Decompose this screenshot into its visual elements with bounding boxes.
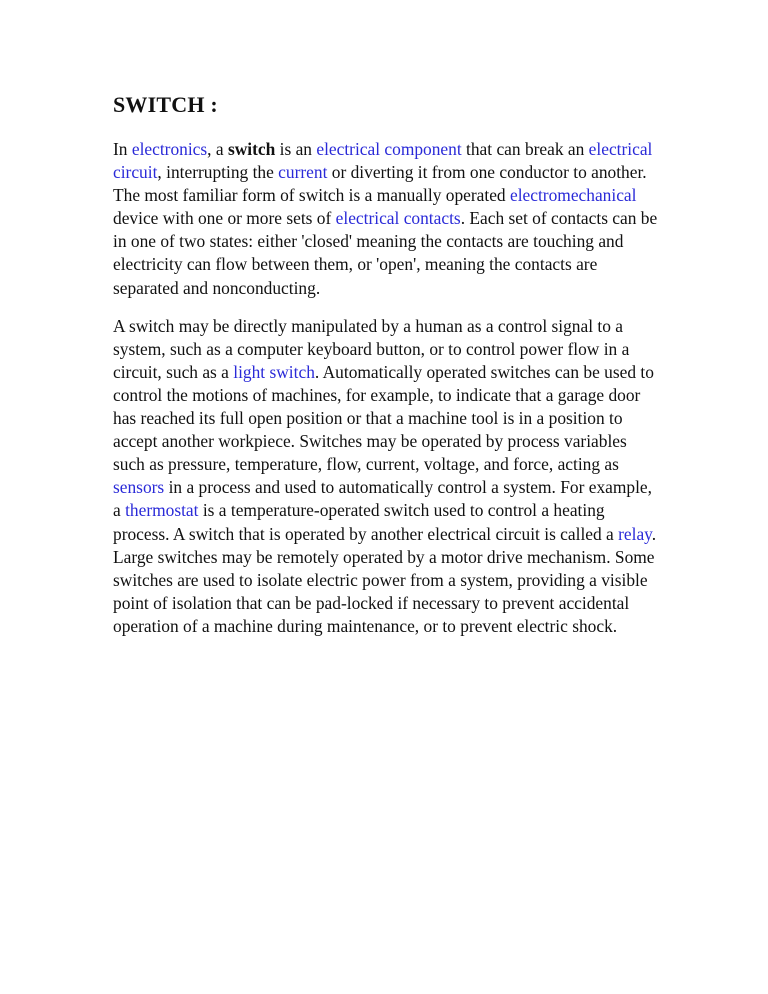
text-segment: is a temperature-operated switch used to control a heating process. A switch that is operated by another electrical circuit is called a bbox=[113, 500, 619, 544]
document-page bbox=[113, 88, 658, 653]
link-electrical-circuit[interactable]: electrical circuit bbox=[113, 139, 653, 183]
text-segment: A switch may be directly manipulated by a human as a control signal to a system, such as a computer keyboard button, or to control power flow in a circuit, such as a bbox=[113, 315, 630, 382]
page-title: SWITCH : bbox=[113, 92, 218, 117]
link-light-switch[interactable]: light switch bbox=[233, 361, 315, 382]
link-electrical-component[interactable]: electrical component bbox=[316, 139, 462, 159]
text-segment: . Automatically operated switches can be used to control the motions of machines, for example, to indicate that a garage door has reached its full open position or that a machine tool is in a position to accept another workpiece. Switches may be operated by process variables such as pressure, temperature, flow, current, voltage, and force, acting as bbox=[113, 361, 654, 475]
text-segment: , a bbox=[207, 139, 228, 159]
text-segment: In bbox=[113, 139, 132, 159]
text-segment: that can break an bbox=[461, 139, 589, 159]
link-thermostat[interactable]: thermostat bbox=[125, 500, 199, 521]
link-relay[interactable]: relay bbox=[618, 523, 652, 544]
link-electronics[interactable]: electronics bbox=[131, 139, 208, 159]
text-segment: . Large switches may be remotely operated by a motor drive mechanism. Some switches are used to isolate electric power from a system, providing a visible point of isolation that can be pad-locked if necessary to prevent accidental operation of a machine during maintenance, or to prevent electric shock. bbox=[113, 523, 657, 636]
term-switch: switch bbox=[227, 139, 276, 159]
text-segment: . Each set of contacts can be in one of two states: either 'closed' meaning the contacts are touching and electricity can flow between them, or 'open', meaning the contacts are separated and nonconducting. bbox=[113, 208, 658, 298]
text-segment: in a process and used to automatically control a system. For example, a bbox=[113, 477, 652, 521]
text-segment: , interrupting the bbox=[157, 162, 279, 183]
text-segment: is an bbox=[275, 139, 317, 159]
link-electrical-contacts[interactable]: electrical contacts bbox=[335, 208, 461, 229]
link-current[interactable]: current bbox=[278, 162, 328, 183]
link-electromechanical[interactable]: electromechanical bbox=[509, 185, 637, 206]
paragraph-2 bbox=[113, 315, 658, 638]
text-segment: or diverting it from one conductor to another. The most familiar form of switch is a manually operated bbox=[113, 162, 647, 206]
link-sensors[interactable]: sensors bbox=[113, 477, 165, 498]
paragraph-1 bbox=[113, 138, 658, 300]
text-segment: device with one or more sets of bbox=[113, 208, 336, 229]
